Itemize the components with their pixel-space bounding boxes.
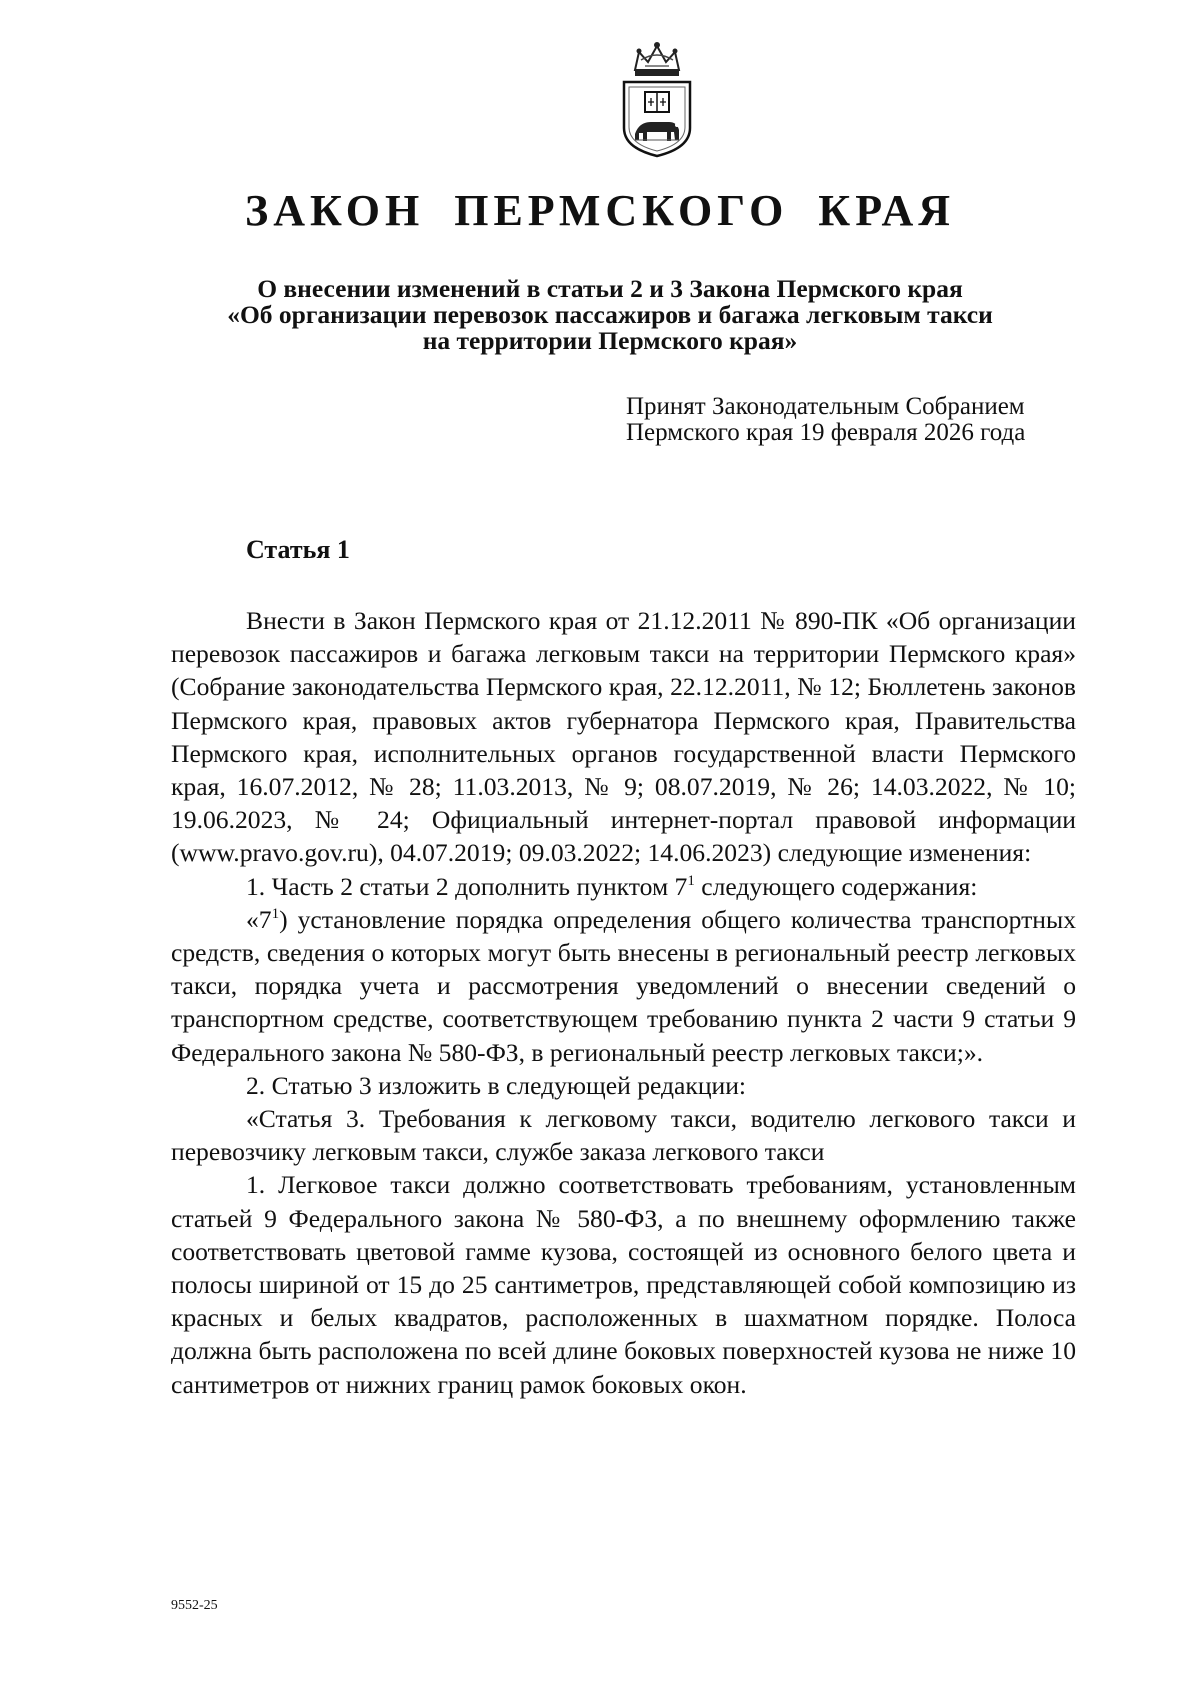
intro-paragraph: Внести в Закон Пермского края от 21.12.2011 № 890-ПК «Об организации перевозок пассажиров и багажа легковым такси на территории Пермского края» (Собрание законодательства Пермского края, 22.12.2011, № 12; Бюллетень законов Пермского края, правовых актов губернатора Пермского края, Правительства Пермского края, исполнительных органов государственной власти Пермского края, 16.07.2012, № 28; 11.03.2013, № 9; 08.07.2019, № 26; 14.03.2022, № 10; 19.06.2023, № 24; Официальный интернет-портал правовой информации (www.pravo.gov.ru), 04.07.2019; 09.03.2022; 14.06.2023) следующие изменения:	[171, 606, 1076, 868]
subtitle-line: на территории Пермского края»	[422, 326, 798, 355]
document-subtitle	[120, 276, 1100, 354]
item-2: 2. Статью 3 изложить в следующей редакции:	[246, 1070, 747, 1100]
article-1-heading: Статья 1	[246, 535, 350, 564]
superscript: 1	[687, 872, 695, 889]
item-1	[171, 870, 1076, 903]
coat-of-arms-icon	[621, 40, 693, 158]
item-1-quote	[171, 903, 1076, 1069]
document-code: 9552-25	[171, 1598, 218, 1613]
item-1-text: 1. Часть 2 статьи 2 дополнить пунктом 7	[246, 871, 688, 901]
document-body	[171, 604, 1076, 1401]
adoption-line: Принят Законодательным Собранием	[626, 393, 1025, 420]
item-1-quote-text: ) установление порядка определения общего количества транспортных средств, сведения о которых могут быть внесены в региональный реестр легковых такси, порядка учета и рассмотрения уведомлений о внесении сведений о транспортном средстве, соответствующем требованию пункта 2 части 9 статьи 9 Федерального закона № 580-ФЗ, в региональный реестр легковых такси;».	[171, 904, 1076, 1067]
document-title: ЗАКОН ПЕРМСКОГО КРАЯ	[244, 186, 956, 235]
adoption-line: Пермского края 19 февраля 2026 года	[626, 419, 1026, 446]
subtitle-line: «Об организации перевозок пассажиров и багажа легковым такси	[227, 300, 993, 329]
superscript: 1	[271, 905, 280, 922]
adoption-note	[626, 394, 1146, 446]
article-3-heading: «Статья 3. Требования к легковому такси, водителю легкового такси и перевозчику легковым такси, службе заказа легкового такси	[171, 1104, 1076, 1167]
subtitle-line: О внесении изменений в статьи 2 и 3 Закона Пермского края	[257, 274, 963, 303]
item-1-quote-start: «7	[246, 904, 272, 934]
item-1-text-end: следующего содержания:	[694, 871, 978, 901]
article-3-point-1: 1. Легковое такси должно соответствовать требованиям, установленным статьей 9 Федерального закона № 580-ФЗ, а по внешнему оформлению также соответствовать цветовой гамме кузова, состоящей из основного белого цвета и полосы шириной от 15 до 25 сантиметров, представляющей собой композицию из красных и белых квадратов, расположенных в шахматном порядке. Полоса должна быть расположена по всей длине боковых поверхностей кузова не ниже 10 сантиметров от нижних границ рамок боковых окон.	[171, 1170, 1076, 1399]
